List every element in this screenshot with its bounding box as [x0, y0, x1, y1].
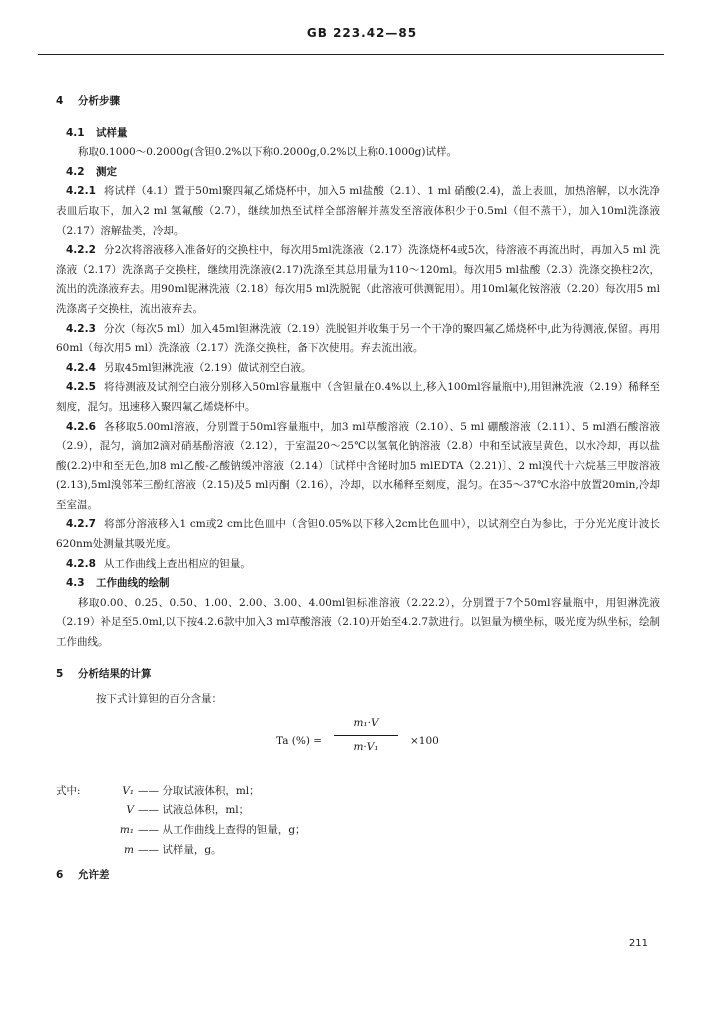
formula-fraction [334, 714, 398, 758]
page-number: 211 [628, 938, 648, 949]
clause-number: 4.2.1 [66, 185, 96, 198]
clause-text: 将试样（4.1）置于50ml聚四氟乙烯烧杯中，加入5 ml盐酸（2.1）、1 ml 硝酸(2.4)，盖上表皿，加热溶解，以水洗净表皿后取下，加入2 ml 氢氟酸（2.7），继续加热至试样全部溶解并蒸发至溶液体积少于0.5ml（但不蒸干），加入10ml洗涤液（2.17）溶解盐类，冷却。 [56, 185, 660, 237]
sample-amount-text: 称取0.1000～0.2000g(含钽0.2%以下称0.2000g,0.2%以上称0.1000g)试样。 [78, 146, 458, 159]
definitions-lead: 式中: [56, 784, 81, 797]
paragraph-4-2-8 [56, 555, 660, 575]
clause-text: 另取45ml钽淋洗液（2.19）做试剂空白液。 [103, 361, 312, 374]
formula-lhs: Ta (%) = [276, 734, 323, 747]
clause-number: 4.2.4 [66, 361, 96, 374]
definition-row [56, 782, 660, 802]
section-number: 6 [56, 869, 64, 882]
clause-number: 4.2.2 [66, 244, 96, 257]
subsection-4-1-heading [56, 124, 660, 144]
formula-definitions [56, 782, 660, 860]
clause-text: 将部分溶液移入1 cm或2 cm比色皿中（含钽0.05%以下移入2cm比色皿中），以试剂空白为参比，于分光光度计波长620nm处测量其吸光度。 [56, 518, 660, 551]
clause-number: 4.2.7 [66, 518, 96, 531]
working-curve-text: 移取0.00、0.25、0.50、1.00、2.00、3.00、4.00ml钽标准溶液（2.22.2），分别置于7个50ml容量瓶中，用钽淋洗液（2.19）补足至5.0ml,以下按4.2.6款中加入3 ml草酸溶液（2.10)开始至4.2.7款进行。以钽量为横坐标，吸光度为纵坐标，绘制工作曲线。 [56, 596, 660, 649]
formula-multiplier: ×100 [410, 734, 439, 747]
definition-row [56, 801, 660, 821]
section-number: 4 [56, 95, 64, 107]
subsection-title: 试样量 [96, 126, 128, 139]
definition-symbol: m [124, 843, 134, 856]
section-title: 分析结果的计算 [78, 667, 152, 680]
definition-symbol: m₁ [119, 824, 134, 836]
section-4-heading [56, 92, 660, 112]
definition-text: —— 试液总体积，ml； [138, 804, 250, 817]
document-body [56, 92, 660, 886]
clause-text: 各移取5.00ml溶液，分别置于50ml容量瓶中，加3 ml草酸溶液（2.10）、5 ml 硼酸溶液（2.11）、5 ml酒石酸溶液（2.9），混匀，滴加2滴对硝基酚溶液（2.12），于室温20～25℃以氢氧化钠溶液（2.8）中和至试液呈黄色，以水冷却，再以盐酸(2.2)中和至无色,加8 ml乙酸-乙酸钠缓冲溶液（2.14）〔试样中含铋时加5 mlEDTA（2.21)〕、2 ml溴代十六烷基三甲胺溶液(2.13),5ml溴邻苯三酚红溶液（2.15)及5 ml丙酮（2.16），冷却，以水稀释至刻度，混匀。在35～37℃水浴中放置20min,冷却至室温。 [56, 420, 660, 511]
section-6-heading [56, 866, 660, 886]
definition-row [56, 841, 660, 861]
subsection-4-3-heading [56, 574, 660, 594]
clause-number: 4.2.8 [66, 557, 96, 570]
paragraph-4-2-7 [56, 515, 660, 554]
section-title: 分析步骤 [78, 95, 120, 107]
header-rule [38, 54, 664, 55]
definition-symbol: V [126, 804, 134, 817]
paragraph-4-2-5 [56, 378, 660, 417]
subsection-title: 测定 [96, 165, 117, 178]
definition-text: —— 从工作曲线上查得的钽量，g； [138, 824, 306, 836]
standard-code-header: GB 223.42—85 [306, 26, 418, 40]
paragraph-4-2-4 [56, 359, 660, 379]
section-5-heading [56, 665, 660, 685]
clause-text: 将待测液及试剂空白液分别移入50ml容量瓶中（含钽量在0.4%以上,移入100ml容量瓶中),用钽淋洗液（2.19）稀释至刻度，混匀。迅速移入聚四氟乙烯烧杯中。 [56, 381, 660, 413]
clause-text: 分次（每次5 ml）加入45ml钽淋洗液（2.19）洗脱钽并收集于另一个干净的聚四氟乙烯烧杯中,此为待测液,保留。再用60ml（每次用5 ml）洗涤液（2.17）洗涤交换柱，备下次使用。弃去流出液。 [56, 322, 660, 355]
subsection-title: 工作曲线的绘制 [96, 577, 170, 590]
definition-text: —— 试样量，g。 [138, 843, 222, 856]
definition-row [56, 821, 660, 841]
definition-symbol: V₁ [122, 784, 134, 797]
tantalum-percentage-formula [56, 714, 660, 776]
clause-text: 从工作曲线上查出相应的钽量。 [103, 557, 251, 570]
clause-number: 4.2.3 [66, 322, 96, 335]
subsection-number: 4.2 [66, 165, 85, 178]
formula-numerator: m₁·V [334, 714, 398, 737]
paragraph-4-2-3 [56, 320, 660, 359]
clause-number: 4.2.6 [66, 420, 96, 433]
section-number: 5 [56, 667, 64, 680]
paragraph-4-2-1 [56, 182, 660, 241]
calculation-intro: 按下式计算钽的百分含量： [96, 693, 222, 706]
subsection-number: 4.3 [66, 577, 85, 590]
formula-denominator: m·V₁ [353, 741, 379, 754]
clause-text: 分2次将溶液移入准备好的交换柱中，每次用5ml洗涤液（2.17）洗涤烧杯4或5次，待溶液不再流出时，再加入5 ml 洗涤液（2.17）洗涤离子交换柱，继续用洗涤液(2.17)洗涤至其总用量为110～120ml。每次用5 ml盐酸（2.3）洗涤交换柱2次，流出的洗涤液弃去。用90ml铌淋洗液（2.18）每次用5 ml洗脱铌（此溶液可供测铌用）。用10ml氟化铵溶液（2.20）每次用5 ml洗涤离子交换柱，流出液弃去。 [56, 244, 660, 315]
section-title: 允许差 [78, 869, 110, 882]
clause-number: 4.2.5 [66, 381, 96, 394]
definition-text: —— 分取试液体积，ml； [138, 784, 260, 797]
subsection-number: 4.1 [66, 126, 85, 139]
paragraph-4-2-2 [56, 241, 660, 319]
paragraph-4-2-6 [56, 418, 660, 516]
subsection-4-2-heading [56, 163, 660, 183]
